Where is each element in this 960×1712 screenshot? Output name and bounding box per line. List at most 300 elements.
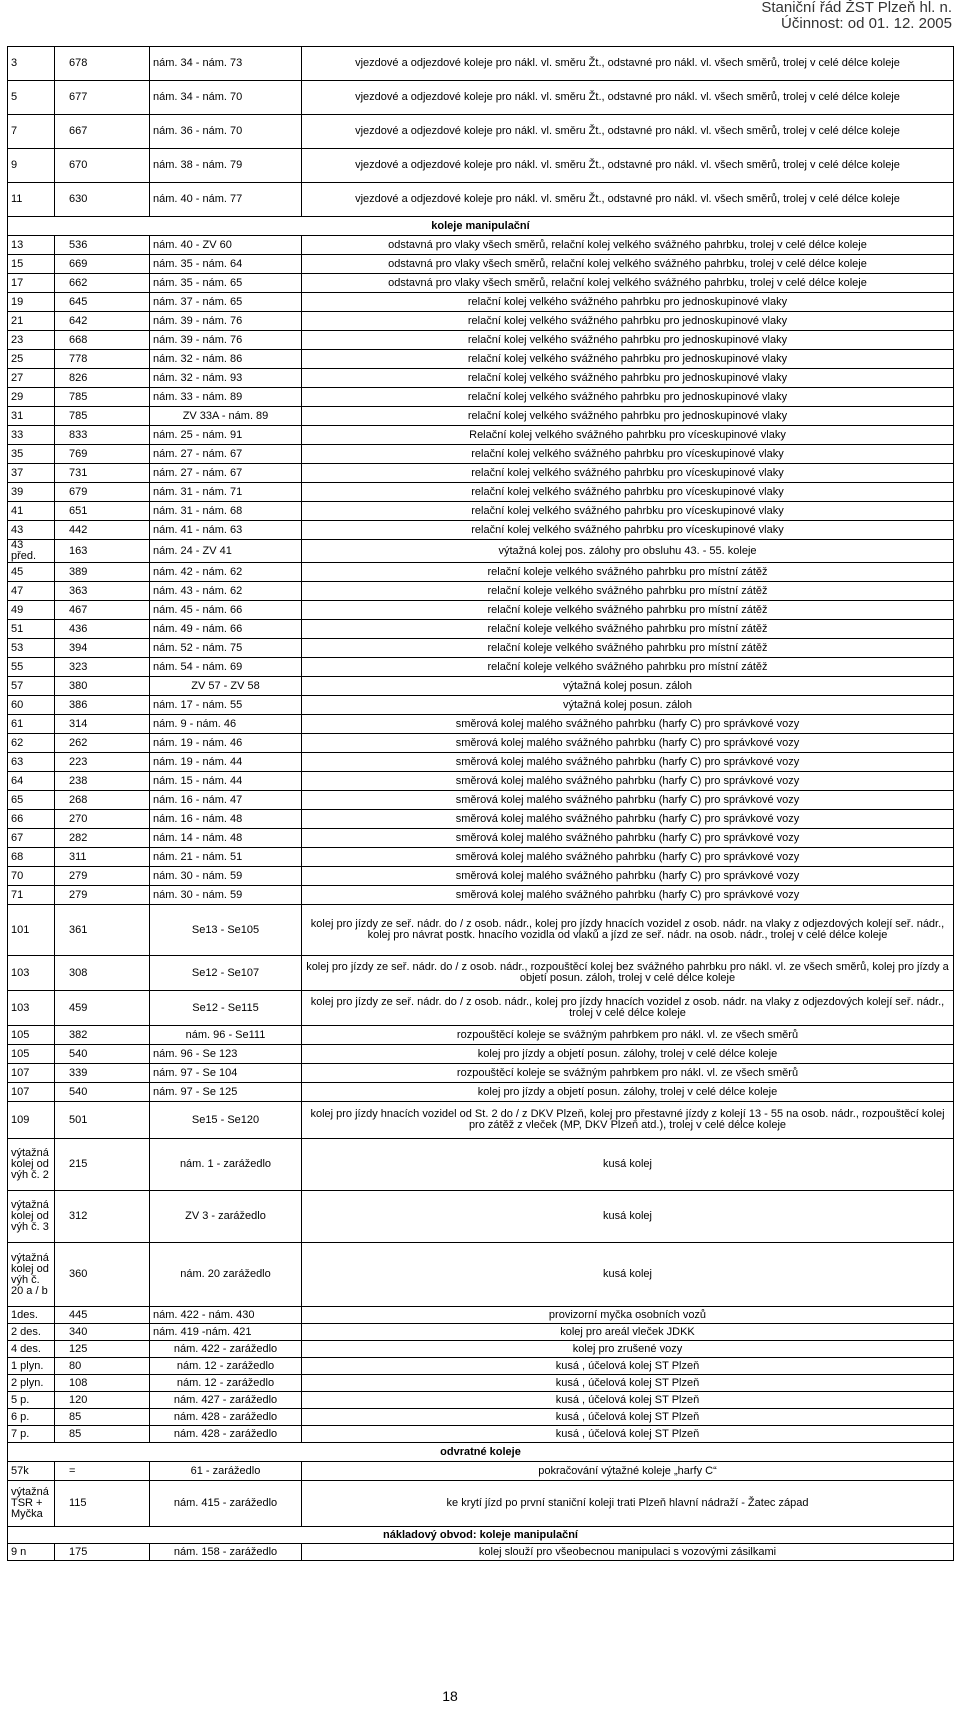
track-number-cell: 61 (8, 715, 55, 734)
track-number-cell: 37 (8, 464, 55, 483)
track-number-cell: 5 p. (8, 1392, 55, 1409)
track-number-cell: 29 (8, 388, 55, 407)
purpose-cell: relační kolej velkého svážného pahrbku pro jednoskupinové vlaky (302, 331, 954, 350)
length-cell: 361 (55, 905, 150, 956)
track-number-cell: 105 (8, 1026, 55, 1045)
purpose-cell: ke krytí jízd po první staniční koleji trati Plzeň hlavní nádraží - Žatec západ (302, 1481, 954, 1527)
purpose-cell: relační kolej velkého svážného pahrbku pro jednoskupinové vlaky (302, 350, 954, 369)
table-row (8, 274, 954, 293)
table-row (8, 1358, 954, 1375)
purpose-cell: odstavná pro vlaky všech směrů, relační kolej velkého svážného pahrbku, trolej v celé délce koleje (302, 236, 954, 255)
section-header-row (8, 1443, 954, 1462)
length-cell: 279 (55, 886, 150, 905)
track-number-cell: 71 (8, 886, 55, 905)
boundary-cell: nám. 15 - nám. 44 (150, 772, 302, 791)
boundary-cell: nám. 43 - nám. 62 (150, 582, 302, 601)
length-cell: 312 (55, 1191, 150, 1243)
length-cell: 436 (55, 620, 150, 639)
boundary-cell: nám. 12 - zarážedlo (150, 1358, 302, 1375)
length-cell: 651 (55, 502, 150, 521)
track-number-cell: 70 (8, 867, 55, 886)
table-row (8, 1064, 954, 1083)
table-row (8, 149, 954, 183)
track-number-cell: 25 (8, 350, 55, 369)
table-row (8, 620, 954, 639)
length-cell: 785 (55, 388, 150, 407)
track-number-cell: 23 (8, 331, 55, 350)
boundary-cell: nám. 24 - ZV 41 (150, 540, 302, 563)
boundary-cell: nám. 422 - zarážedlo (150, 1341, 302, 1358)
table-row (8, 1375, 954, 1392)
length-cell: 442 (55, 521, 150, 540)
purpose-cell: relační kolej velkého svážného pahrbku pro jednoskupinové vlaky (302, 293, 954, 312)
track-number-cell: 57k (8, 1462, 55, 1481)
purpose-cell: vjezdové a odjezdové koleje pro nákl. vl. směru Žt., odstavné pro nákl. vl. všech směrů, trolej v celé délce koleje (302, 115, 954, 149)
purpose-cell: směrová kolej malého svážného pahrbku (harfy C) pro správkové vozy (302, 848, 954, 867)
purpose-cell: kolej pro zrušené vozy (302, 1341, 954, 1358)
document-header (652, 0, 952, 32)
length-cell: 115 (55, 1481, 150, 1527)
purpose-cell: kolej pro jízdy a objetí posun. zálohy, trolej v celé délce koleje (302, 1045, 954, 1064)
boundary-cell: nám. 97 - Se 125 (150, 1083, 302, 1102)
length-cell: 262 (55, 734, 150, 753)
track-number-cell: 109 (8, 1102, 55, 1139)
purpose-cell: směrová kolej malého svážného pahrbku (harfy C) pro správkové vozy (302, 772, 954, 791)
track-number-cell: 64 (8, 772, 55, 791)
track-number-cell: 62 (8, 734, 55, 753)
purpose-cell: odstavná pro vlaky všech směrů, relační kolej velkého svážného pahrbku, trolej v celé délce koleje (302, 255, 954, 274)
length-cell: 238 (55, 772, 150, 791)
boundary-cell: ZV 33A - nám. 89 (150, 407, 302, 426)
boundary-cell: nám. 39 - nám. 76 (150, 331, 302, 350)
length-cell: 467 (55, 601, 150, 620)
table-row (8, 677, 954, 696)
purpose-cell: kusá kolej (302, 1243, 954, 1307)
table-row (8, 1409, 954, 1426)
purpose-cell: relační kolej velkého svážného pahrbku pro víceskupinové vlaky (302, 502, 954, 521)
track-number-cell: 103 (8, 956, 55, 991)
boundary-cell: nám. 25 - nám. 91 (150, 426, 302, 445)
section-title: koleje manipulační (8, 217, 954, 236)
purpose-cell: výtažná kolej pos. zálohy pro obsluhu 43. - 55. koleje (302, 540, 954, 563)
length-cell: 459 (55, 991, 150, 1026)
purpose-cell: relační kolej velkého svážného pahrbku pro jednoskupinové vlaky (302, 407, 954, 426)
purpose-cell: kusá , účelová kolej ST Plzeň (302, 1409, 954, 1426)
length-cell: 669 (55, 255, 150, 274)
table-row (8, 696, 954, 715)
track-number-cell: 2 des. (8, 1324, 55, 1341)
length-cell: 163 (55, 540, 150, 563)
table-row (8, 1139, 954, 1191)
table-row (8, 1045, 954, 1064)
boundary-cell: nám. 422 - nám. 430 (150, 1307, 302, 1324)
purpose-cell: relační kolej velkého svážného pahrbku pro víceskupinové vlaky (302, 483, 954, 502)
purpose-cell: směrová kolej malého svážného pahrbku (harfy C) pro správkové vozy (302, 867, 954, 886)
table-row (8, 753, 954, 772)
table-row (8, 810, 954, 829)
page-number: 18 (442, 1688, 458, 1704)
boundary-cell: nám. 1 - zarážedlo (150, 1139, 302, 1191)
table-row (8, 886, 954, 905)
purpose-cell: relační kolej velkého svážného pahrbku pro jednoskupinové vlaky (302, 312, 954, 331)
length-cell: 394 (55, 639, 150, 658)
table-row (8, 991, 954, 1026)
track-number-cell: 15 (8, 255, 55, 274)
length-cell: 389 (55, 563, 150, 582)
boundary-cell: nám. 27 - nám. 67 (150, 445, 302, 464)
track-table-body (8, 47, 954, 1561)
track-number-cell: 67 (8, 829, 55, 848)
boundary-cell: nám. 36 - nám. 70 (150, 115, 302, 149)
length-cell: 215 (55, 1139, 150, 1191)
length-cell: 826 (55, 369, 150, 388)
track-number-cell: 11 (8, 183, 55, 217)
track-number-cell: 107 (8, 1064, 55, 1083)
track-table (7, 46, 954, 1561)
boundary-cell: nám. 158 - zarážedlo (150, 1544, 302, 1561)
table-row (8, 81, 954, 115)
track-number-cell: 101 (8, 905, 55, 956)
boundary-cell: ZV 3 - zarážedlo (150, 1191, 302, 1243)
purpose-cell: výtažná kolej posun. záloh (302, 696, 954, 715)
purpose-cell: kolej pro jízdy ze seř. nádr. do / z osob. nádr., kolej pro jízdy hnacích vozidel z osob. nádr. na vlaky z odjezdových kolejí seř. nádr., trolej v celé délce koleje (302, 991, 954, 1026)
section-header-row (8, 217, 954, 236)
track-number-cell: 65 (8, 791, 55, 810)
boundary-cell: nám. 37 - nám. 65 (150, 293, 302, 312)
length-cell: 386 (55, 696, 150, 715)
purpose-cell: kusá , účelová kolej ST Plzeň (302, 1392, 954, 1409)
boundary-cell: nám. 9 - nám. 46 (150, 715, 302, 734)
length-cell: 769 (55, 445, 150, 464)
boundary-cell: nám. 17 - nám. 55 (150, 696, 302, 715)
table-row (8, 1102, 954, 1139)
purpose-cell: relační koleje velkého svážného pahrbku pro místní zátěž (302, 658, 954, 677)
table-row (8, 115, 954, 149)
table-row (8, 540, 954, 563)
table-row (8, 331, 954, 350)
purpose-cell: směrová kolej malého svážného pahrbku (harfy C) pro správkové vozy (302, 886, 954, 905)
track-number-cell: 17 (8, 274, 55, 293)
purpose-cell: vjezdové a odjezdové koleje pro nákl. vl. směru Žt., odstavné pro nákl. vl. všech směrů, trolej v celé délce koleje (302, 149, 954, 183)
table-row (8, 563, 954, 582)
purpose-cell: směrová kolej malého svážného pahrbku (harfy C) pro správkové vozy (302, 829, 954, 848)
header-title: Staniční řád ŽST Plzeň hl. n. (761, 0, 952, 16)
table-row (8, 1481, 954, 1527)
purpose-cell: kusá , účelová kolej ST Plzeň (302, 1358, 954, 1375)
purpose-cell: provizorní myčka osobních vozů (302, 1307, 954, 1324)
length-cell: 678 (55, 47, 150, 81)
length-cell: 833 (55, 426, 150, 445)
purpose-cell: kolej slouží pro všeobecnou manipulaci s vozovými zásilkami (302, 1544, 954, 1561)
boundary-cell: nám. 32 - nám. 93 (150, 369, 302, 388)
table-row (8, 312, 954, 331)
boundary-cell: nám. 42 - nám. 62 (150, 563, 302, 582)
length-cell: 175 (55, 1544, 150, 1561)
length-cell: 668 (55, 331, 150, 350)
table-row (8, 236, 954, 255)
table-row (8, 183, 954, 217)
track-number-cell: 13 (8, 236, 55, 255)
track-number-cell: 33 (8, 426, 55, 445)
length-cell: 120 (55, 1392, 150, 1409)
boundary-cell: nám. 96 - Se111 (150, 1026, 302, 1045)
boundary-cell: nám. 427 - zarážedlo (150, 1392, 302, 1409)
track-number-cell: výtažná kolej od výh č. 20 a / b (8, 1243, 55, 1307)
track-number-cell: 35 (8, 445, 55, 464)
table-row (8, 905, 954, 956)
track-number-cell: 7 (8, 115, 55, 149)
boundary-cell: nám. 40 - nám. 77 (150, 183, 302, 217)
length-cell: 314 (55, 715, 150, 734)
track-number-cell: 103 (8, 991, 55, 1026)
boundary-cell: nám. 96 - Se 123 (150, 1045, 302, 1064)
track-number-cell: 39 (8, 483, 55, 502)
table-row (8, 1307, 954, 1324)
table-row (8, 47, 954, 81)
boundary-cell: nám. 428 - zarážedlo (150, 1409, 302, 1426)
length-cell: 268 (55, 791, 150, 810)
table-row (8, 1462, 954, 1481)
boundary-cell: nám. 32 - nám. 86 (150, 350, 302, 369)
table-row (8, 1243, 954, 1307)
length-cell: 645 (55, 293, 150, 312)
track-number-cell: 27 (8, 369, 55, 388)
purpose-cell: relační koleje velkého svážného pahrbku pro místní zátěž (302, 639, 954, 658)
length-cell: 380 (55, 677, 150, 696)
track-number-cell: 45 (8, 563, 55, 582)
table-row (8, 426, 954, 445)
boundary-cell: nám. 54 - nám. 69 (150, 658, 302, 677)
boundary-cell: nám. 16 - nám. 48 (150, 810, 302, 829)
table-row (8, 445, 954, 464)
track-number-cell: výtažná kolej od výh č. 3 (8, 1191, 55, 1243)
boundary-cell: Se13 - Se105 (150, 905, 302, 956)
table-row (8, 772, 954, 791)
length-cell: 445 (55, 1307, 150, 1324)
purpose-cell: směrová kolej malého svážného pahrbku (harfy C) pro správkové vozy (302, 753, 954, 772)
table-row (8, 293, 954, 312)
section-title: nákladový obvod: koleje manipulační (8, 1527, 954, 1544)
length-cell: 540 (55, 1083, 150, 1102)
length-cell: 85 (55, 1409, 150, 1426)
boundary-cell: Se12 - Se115 (150, 991, 302, 1026)
track-number-cell: 2 plyn. (8, 1375, 55, 1392)
table-row (8, 1426, 954, 1443)
length-cell: 340 (55, 1324, 150, 1341)
table-row (8, 956, 954, 991)
table-row (8, 255, 954, 274)
table-row (8, 791, 954, 810)
purpose-cell: kolej pro jízdy ze seř. nádr. do / z osob. nádr., kolej pro jízdy hnacích vozidel z osob. nádr. na vlaky z odjezdových kolejí seř. nádr., kolej pro návrat postk. hnacího vozidla od vlaků a jízd ze seř. nádr. na osob. nádr., trolej v celé délce koleje (302, 905, 954, 956)
purpose-cell: pokračování výtažné koleje „harfy C“ (302, 1462, 954, 1481)
boundary-cell: nám. 428 - zarážedlo (150, 1426, 302, 1443)
purpose-cell: kusá , účelová kolej ST Plzeň (302, 1426, 954, 1443)
length-cell: 662 (55, 274, 150, 293)
track-number-cell: 66 (8, 810, 55, 829)
track-number-cell: 5 (8, 81, 55, 115)
boundary-cell: nám. 97 - Se 104 (150, 1064, 302, 1083)
track-number-cell: 49 (8, 601, 55, 620)
length-cell: 360 (55, 1243, 150, 1307)
purpose-cell: kolej pro jízdy hnacích vozidel od St. 2 do / z DKV Plzeň, kolej pro přestavné jízdy z kolejí 13 - 55 na osob. nádr., rozpouštěcí kolej pro zátěž z vleček (MP, DKV Plzeň atd.), trolej v celé délce koleje (302, 1102, 954, 1139)
boundary-cell: nám. 19 - nám. 46 (150, 734, 302, 753)
purpose-cell: směrová kolej malého svážného pahrbku (harfy C) pro správkové vozy (302, 810, 954, 829)
purpose-cell: relační kolej velkého svážného pahrbku pro víceskupinové vlaky (302, 521, 954, 540)
boundary-cell: nám. 20 zarážedlo (150, 1243, 302, 1307)
length-cell: 670 (55, 149, 150, 183)
table-row (8, 848, 954, 867)
boundary-cell: 61 - zarážedlo (150, 1462, 302, 1481)
table-row (8, 350, 954, 369)
table-row (8, 734, 954, 753)
purpose-cell: relační koleje velkého svážného pahrbku pro místní zátěž (302, 601, 954, 620)
boundary-cell: nám. 31 - nám. 71 (150, 483, 302, 502)
table-row (8, 483, 954, 502)
purpose-cell: rozpouštěcí koleje se svážným pahrbkem pro nákl. vl. ze všech směrů (302, 1064, 954, 1083)
boundary-cell: nám. 38 - nám. 79 (150, 149, 302, 183)
purpose-cell: relační koleje velkého svážného pahrbku pro místní zátěž (302, 620, 954, 639)
boundary-cell: nám. 31 - nám. 68 (150, 502, 302, 521)
table-row (8, 388, 954, 407)
length-cell: 785 (55, 407, 150, 426)
purpose-cell: relační kolej velkého svážného pahrbku pro jednoskupinové vlaky (302, 388, 954, 407)
purpose-cell: kusá , účelová kolej ST Plzeň (302, 1375, 954, 1392)
track-number-cell: 107 (8, 1083, 55, 1102)
track-number-cell: 4 des. (8, 1341, 55, 1358)
track-number-cell: 63 (8, 753, 55, 772)
boundary-cell: nám. 21 - nám. 51 (150, 848, 302, 867)
table-row (8, 1026, 954, 1045)
boundary-cell: nám. 12 - zarážedlo (150, 1375, 302, 1392)
length-cell: 80 (55, 1358, 150, 1375)
length-cell: = (55, 1462, 150, 1481)
table-row (8, 1341, 954, 1358)
track-number-cell: 9 (8, 149, 55, 183)
track-number-cell: 43 (8, 521, 55, 540)
track-number-cell: 41 (8, 502, 55, 521)
length-cell: 731 (55, 464, 150, 483)
length-cell: 223 (55, 753, 150, 772)
purpose-cell: kolej pro jízdy ze seř. nádr. do / z osob. nádr., rozpouštěcí kolej bez svážného pahrbku pro nákl. vl. ze všech směrů, kolej pro jízdy a objetí posun. záloh, trolej v celé délce koleje (302, 956, 954, 991)
length-cell: 311 (55, 848, 150, 867)
table-row (8, 1392, 954, 1409)
track-number-cell: 47 (8, 582, 55, 601)
track-number-cell: 19 (8, 293, 55, 312)
boundary-cell: nám. 419 -nám. 421 (150, 1324, 302, 1341)
table-row (8, 715, 954, 734)
boundary-cell: nám. 39 - nám. 76 (150, 312, 302, 331)
purpose-cell: směrová kolej malého svážného pahrbku (harfy C) pro správkové vozy (302, 791, 954, 810)
track-number-cell: výtažná TSR + Myčka (8, 1481, 55, 1527)
section-header-row (8, 1527, 954, 1544)
track-number-cell: 57 (8, 677, 55, 696)
track-number-cell: 105 (8, 1045, 55, 1064)
track-number-cell: 43 před. (8, 540, 55, 563)
length-cell: 536 (55, 236, 150, 255)
table-row (8, 601, 954, 620)
boundary-cell: Se12 - Se107 (150, 956, 302, 991)
track-number-cell: 9 n (8, 1544, 55, 1561)
table-row (8, 1544, 954, 1561)
boundary-cell: Se15 - Se120 (150, 1102, 302, 1139)
purpose-cell: výtažná kolej posun. záloh (302, 677, 954, 696)
table-row (8, 582, 954, 601)
length-cell: 125 (55, 1341, 150, 1358)
track-number-cell: 68 (8, 848, 55, 867)
boundary-cell: nám. 41 - nám. 63 (150, 521, 302, 540)
boundary-cell: nám. 16 - nám. 47 (150, 791, 302, 810)
purpose-cell: směrová kolej malého svážného pahrbku (harfy C) pro správkové vozy (302, 715, 954, 734)
track-number-cell: 3 (8, 47, 55, 81)
purpose-cell: relační kolej velkého svážného pahrbku pro víceskupinové vlaky (302, 464, 954, 483)
table-row (8, 829, 954, 848)
purpose-cell: kusá kolej (302, 1139, 954, 1191)
header-effective-date: Účinnost: od 01. 12. 2005 (781, 15, 952, 32)
boundary-cell: nám. 40 - ZV 60 (150, 236, 302, 255)
table-row (8, 521, 954, 540)
purpose-cell: relační kolej velkého svážného pahrbku pro jednoskupinové vlaky (302, 369, 954, 388)
purpose-cell: vjezdové a odjezdové koleje pro nákl. vl. směru Žt., odstavné pro nákl. vl. všech směrů, trolej v celé délce koleje (302, 183, 954, 217)
boundary-cell: nám. 34 - nám. 70 (150, 81, 302, 115)
track-number-cell: 31 (8, 407, 55, 426)
track-number-cell: 1des. (8, 1307, 55, 1324)
table-row (8, 1083, 954, 1102)
track-number-cell: 55 (8, 658, 55, 677)
table-row (8, 1191, 954, 1243)
track-number-cell: 6 p. (8, 1409, 55, 1426)
track-number-cell: 1 plyn. (8, 1358, 55, 1375)
length-cell: 382 (55, 1026, 150, 1045)
boundary-cell: nám. 27 - nám. 67 (150, 464, 302, 483)
boundary-cell: nám. 415 - zarážedlo (150, 1481, 302, 1527)
purpose-cell: rozpouštěcí koleje se svážným pahrbkem pro nákl. vl. ze všech směrů (302, 1026, 954, 1045)
purpose-cell: směrová kolej malého svážného pahrbku (harfy C) pro správkové vozy (302, 734, 954, 753)
purpose-cell: vjezdové a odjezdové koleje pro nákl. vl. směru Žt., odstavné pro nákl. vl. všech směrů, trolej v celé délce koleje (302, 81, 954, 115)
purpose-cell: odstavná pro vlaky všech směrů, relační kolej velkého svážného pahrbku, trolej v celé délce koleje (302, 274, 954, 293)
length-cell: 323 (55, 658, 150, 677)
length-cell: 363 (55, 582, 150, 601)
purpose-cell: kusá kolej (302, 1191, 954, 1243)
boundary-cell: ZV 57 - ZV 58 (150, 677, 302, 696)
track-number-cell: 51 (8, 620, 55, 639)
length-cell: 108 (55, 1375, 150, 1392)
length-cell: 778 (55, 350, 150, 369)
track-number-cell: 60 (8, 696, 55, 715)
length-cell: 85 (55, 1426, 150, 1443)
purpose-cell: relační koleje velkého svážného pahrbku pro místní zátěž (302, 582, 954, 601)
track-number-cell: 21 (8, 312, 55, 331)
length-cell: 501 (55, 1102, 150, 1139)
table-row (8, 1324, 954, 1341)
length-cell: 270 (55, 810, 150, 829)
boundary-cell: nám. 34 - nám. 73 (150, 47, 302, 81)
length-cell: 630 (55, 183, 150, 217)
length-cell: 540 (55, 1045, 150, 1064)
purpose-cell: relační kolej velkého svážného pahrbku pro víceskupinové vlaky (302, 445, 954, 464)
length-cell: 279 (55, 867, 150, 886)
boundary-cell: nám. 30 - nám. 59 (150, 886, 302, 905)
purpose-cell: relační koleje velkého svážného pahrbku pro místní zátěž (302, 563, 954, 582)
boundary-cell: nám. 52 - nám. 75 (150, 639, 302, 658)
boundary-cell: nám. 35 - nám. 65 (150, 274, 302, 293)
table-row (8, 867, 954, 886)
length-cell: 282 (55, 829, 150, 848)
purpose-cell: Relační kolej velkého svážného pahrbku pro víceskupinové vlaky (302, 426, 954, 445)
table-row (8, 369, 954, 388)
boundary-cell: nám. 30 - nám. 59 (150, 867, 302, 886)
boundary-cell: nám. 14 - nám. 48 (150, 829, 302, 848)
section-title: odvratné koleje (8, 1443, 954, 1462)
